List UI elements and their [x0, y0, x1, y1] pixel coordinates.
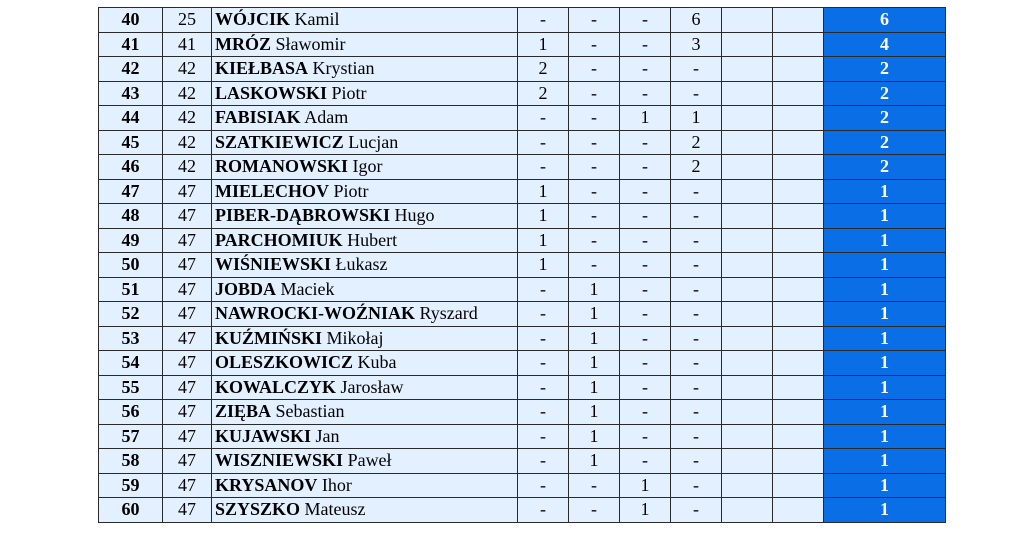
competitor-name-cell	[212, 204, 518, 229]
total-points-cell: 1	[824, 277, 946, 302]
total-points-cell: 1	[824, 179, 946, 204]
position-cell: 46	[99, 155, 163, 180]
score-cell-6	[773, 155, 824, 180]
score-cell-3: -	[620, 351, 671, 376]
position-cell: 59	[99, 473, 163, 498]
score-cell-5	[722, 326, 773, 351]
competitor-surname: ZIĘBA	[215, 401, 272, 422]
total-points-cell: 1	[824, 449, 946, 474]
competitor-surname: KUŹMIŃSKI	[215, 327, 323, 348]
score-cell-6	[773, 106, 824, 131]
table-row	[99, 351, 946, 376]
score-cell-1: -	[518, 498, 569, 523]
competitor-surname: LASKOWSKI	[215, 82, 328, 103]
competitor-name-cell	[212, 449, 518, 474]
score-cell-4: -	[671, 449, 722, 474]
score-cell-2: 1	[569, 277, 620, 302]
score-cell-1: 1	[518, 204, 569, 229]
competitor-first-name: Mikołaj	[326, 327, 384, 348]
score-cell-4: -	[671, 498, 722, 523]
competitor-surname: KIEŁBASA	[215, 58, 309, 79]
competitor-first-name: Jan	[315, 425, 340, 446]
competitor-first-name: Jarosław	[340, 376, 404, 397]
place-cell: 47	[163, 351, 212, 376]
score-cell-5	[722, 253, 773, 278]
score-cell-6	[773, 81, 824, 106]
score-cell-4: -	[671, 228, 722, 253]
score-cell-2: 1	[569, 326, 620, 351]
competitor-surname: KUJAWSKI	[215, 425, 312, 446]
score-cell-1: -	[518, 424, 569, 449]
total-points-cell: 1	[824, 253, 946, 278]
place-cell: 41	[163, 32, 212, 57]
score-cell-6	[773, 277, 824, 302]
position-cell: 57	[99, 424, 163, 449]
score-cell-6	[773, 130, 824, 155]
place-cell: 47	[163, 179, 212, 204]
competitor-first-name: Hubert	[347, 229, 398, 250]
position-cell: 56	[99, 400, 163, 425]
score-cell-3: -	[620, 8, 671, 33]
ranking-table-body	[99, 8, 946, 523]
score-cell-2: 1	[569, 375, 620, 400]
total-points-cell: 2	[824, 57, 946, 82]
score-cell-3: -	[620, 449, 671, 474]
score-cell-6	[773, 375, 824, 400]
score-cell-3: 1	[620, 498, 671, 523]
score-cell-2: -	[569, 228, 620, 253]
competitor-surname: NAWROCKI-WOŹNIAK	[215, 303, 416, 324]
score-cell-5	[722, 351, 773, 376]
competitor-name-cell	[212, 106, 518, 131]
score-cell-2: -	[569, 155, 620, 180]
score-cell-2: 1	[569, 449, 620, 474]
score-cell-6	[773, 473, 824, 498]
score-cell-5	[722, 424, 773, 449]
place-cell: 25	[163, 8, 212, 33]
score-cell-1: -	[518, 351, 569, 376]
score-cell-1: -	[518, 302, 569, 327]
score-cell-4: -	[671, 400, 722, 425]
score-cell-1: -	[518, 277, 569, 302]
score-cell-6	[773, 302, 824, 327]
score-cell-4: -	[671, 277, 722, 302]
table-row	[99, 106, 946, 131]
table-row	[99, 449, 946, 474]
competitor-surname: PIBER-DĄBROWSKI	[215, 205, 391, 226]
competitor-name-cell	[212, 130, 518, 155]
total-points-cell: 1	[824, 351, 946, 376]
competitor-first-name: Łukasz	[335, 254, 388, 275]
score-cell-2: -	[569, 473, 620, 498]
competitor-surname: WIŚNIEWSKI	[215, 254, 332, 275]
place-cell: 42	[163, 57, 212, 82]
score-cell-5	[722, 81, 773, 106]
total-points-cell: 1	[824, 424, 946, 449]
score-cell-2: -	[569, 106, 620, 131]
score-cell-6	[773, 326, 824, 351]
place-cell: 42	[163, 130, 212, 155]
score-cell-3: -	[620, 155, 671, 180]
score-cell-3: 1	[620, 473, 671, 498]
score-cell-1: -	[518, 473, 569, 498]
score-cell-1: -	[518, 326, 569, 351]
competitor-name-cell	[212, 424, 518, 449]
competitor-name-cell	[212, 8, 518, 33]
total-points-cell: 1	[824, 498, 946, 523]
score-cell-2: -	[569, 32, 620, 57]
place-cell: 47	[163, 424, 212, 449]
table-row	[99, 204, 946, 229]
competitor-name-cell	[212, 32, 518, 57]
competitor-first-name: Hugo	[394, 205, 435, 226]
table-row	[99, 400, 946, 425]
competitor-first-name: Mateusz	[304, 499, 366, 520]
score-cell-4: -	[671, 179, 722, 204]
position-cell: 58	[99, 449, 163, 474]
score-cell-4: 3	[671, 32, 722, 57]
score-cell-4: 2	[671, 155, 722, 180]
competitor-name-cell	[212, 277, 518, 302]
competitor-name-cell	[212, 57, 518, 82]
score-cell-6	[773, 424, 824, 449]
score-cell-1: -	[518, 155, 569, 180]
competitor-first-name: Lucjan	[348, 131, 399, 152]
score-cell-1: -	[518, 8, 569, 33]
total-points-cell: 2	[824, 155, 946, 180]
place-cell: 47	[163, 326, 212, 351]
competitor-first-name: Piotr	[331, 82, 367, 103]
score-cell-4: 6	[671, 8, 722, 33]
competitor-surname: WÓJCIK	[215, 9, 291, 30]
total-points-cell: 1	[824, 473, 946, 498]
total-points-cell: 2	[824, 106, 946, 131]
competitor-first-name: Ihor	[321, 474, 352, 495]
table-row	[99, 130, 946, 155]
table-row	[99, 498, 946, 523]
competitor-name-cell	[212, 351, 518, 376]
score-cell-5	[722, 473, 773, 498]
place-cell: 47	[163, 253, 212, 278]
score-cell-1: -	[518, 400, 569, 425]
competitor-surname: KOWALCZYK	[215, 376, 337, 397]
score-cell-6	[773, 498, 824, 523]
place-cell: 47	[163, 277, 212, 302]
score-cell-2: -	[569, 57, 620, 82]
position-cell: 43	[99, 81, 163, 106]
score-cell-5	[722, 8, 773, 33]
score-cell-1: -	[518, 449, 569, 474]
place-cell: 47	[163, 375, 212, 400]
score-cell-6	[773, 351, 824, 376]
table-row	[99, 32, 946, 57]
score-cell-1: 1	[518, 228, 569, 253]
competitor-surname: MRÓZ	[215, 33, 271, 54]
score-cell-2: -	[569, 204, 620, 229]
score-cell-3: -	[620, 32, 671, 57]
total-points-cell: 4	[824, 32, 946, 57]
score-cell-5	[722, 204, 773, 229]
position-cell: 41	[99, 32, 163, 57]
table-row	[99, 473, 946, 498]
total-points-cell: 1	[824, 400, 946, 425]
score-cell-1: -	[518, 106, 569, 131]
score-cell-1: 1	[518, 179, 569, 204]
competitor-name-cell	[212, 498, 518, 523]
score-cell-5	[722, 302, 773, 327]
score-cell-5	[722, 130, 773, 155]
competitor-first-name: Ryszard	[419, 303, 478, 324]
score-cell-6	[773, 400, 824, 425]
score-cell-6	[773, 179, 824, 204]
score-cell-4: -	[671, 81, 722, 106]
table-row	[99, 179, 946, 204]
score-cell-5	[722, 400, 773, 425]
competitor-name-cell	[212, 228, 518, 253]
place-cell: 42	[163, 106, 212, 131]
position-cell: 40	[99, 8, 163, 33]
competitor-first-name: Maciek	[280, 278, 335, 299]
table-row	[99, 57, 946, 82]
score-cell-3: -	[620, 326, 671, 351]
competitor-first-name: Igor	[352, 156, 383, 177]
table-row	[99, 81, 946, 106]
score-cell-1: -	[518, 130, 569, 155]
total-points-cell: 6	[824, 8, 946, 33]
score-cell-5	[722, 32, 773, 57]
position-cell: 50	[99, 253, 163, 278]
score-cell-4: -	[671, 375, 722, 400]
score-cell-5	[722, 228, 773, 253]
competitor-first-name: Sławomir	[275, 33, 346, 54]
score-cell-3: -	[620, 277, 671, 302]
table-row	[99, 253, 946, 278]
total-points-cell: 1	[824, 375, 946, 400]
score-cell-4: -	[671, 57, 722, 82]
place-cell: 47	[163, 204, 212, 229]
score-cell-4: -	[671, 473, 722, 498]
score-cell-5	[722, 179, 773, 204]
score-cell-3: -	[620, 81, 671, 106]
position-cell: 52	[99, 302, 163, 327]
score-cell-2: 1	[569, 400, 620, 425]
score-cell-3: -	[620, 228, 671, 253]
position-cell: 60	[99, 498, 163, 523]
place-cell: 47	[163, 473, 212, 498]
score-cell-4: -	[671, 204, 722, 229]
score-cell-6	[773, 228, 824, 253]
competitor-first-name: Krystian	[312, 58, 375, 79]
competitor-name-cell	[212, 400, 518, 425]
competitor-surname: WISZNIEWSKI	[215, 450, 344, 471]
total-points-cell: 2	[824, 81, 946, 106]
position-cell: 53	[99, 326, 163, 351]
score-cell-6	[773, 32, 824, 57]
score-cell-4: -	[671, 302, 722, 327]
score-cell-2: 1	[569, 302, 620, 327]
competitor-name-cell	[212, 326, 518, 351]
score-cell-4: -	[671, 351, 722, 376]
place-cell: 42	[163, 155, 212, 180]
score-cell-3: -	[620, 179, 671, 204]
competitor-name-cell	[212, 375, 518, 400]
place-cell: 47	[163, 228, 212, 253]
competitor-surname: SZYSZKO	[215, 499, 301, 520]
score-cell-2: -	[569, 8, 620, 33]
score-cell-6	[773, 8, 824, 33]
competitor-surname: ROMANOWSKI	[215, 156, 349, 177]
score-cell-6	[773, 57, 824, 82]
place-cell: 42	[163, 81, 212, 106]
score-cell-6	[773, 253, 824, 278]
table-row	[99, 155, 946, 180]
score-cell-1: 2	[518, 57, 569, 82]
competitor-name-cell	[212, 179, 518, 204]
competitor-name-cell	[212, 473, 518, 498]
score-cell-1: 1	[518, 253, 569, 278]
position-cell: 47	[99, 179, 163, 204]
score-cell-2: -	[569, 81, 620, 106]
table-row	[99, 375, 946, 400]
place-cell: 47	[163, 302, 212, 327]
competitor-surname: SZATKIEWICZ	[215, 131, 344, 152]
total-points-cell: 1	[824, 302, 946, 327]
competitor-surname: FABISIAK	[215, 107, 301, 128]
competitor-first-name: Kuba	[357, 352, 397, 373]
competitor-surname: OLESZKOWICZ	[215, 352, 354, 373]
competitor-first-name: Adam	[304, 107, 349, 128]
score-cell-6	[773, 449, 824, 474]
score-cell-5	[722, 57, 773, 82]
score-cell-2: -	[569, 498, 620, 523]
position-cell: 45	[99, 130, 163, 155]
score-cell-3: -	[620, 400, 671, 425]
competitor-first-name: Piotr	[333, 180, 369, 201]
place-cell: 47	[163, 400, 212, 425]
table-row	[99, 424, 946, 449]
score-cell-3: -	[620, 302, 671, 327]
score-cell-2: 1	[569, 351, 620, 376]
score-cell-3: -	[620, 253, 671, 278]
score-cell-2: -	[569, 179, 620, 204]
score-cell-5	[722, 498, 773, 523]
score-cell-4: 2	[671, 130, 722, 155]
total-points-cell: 1	[824, 204, 946, 229]
competitor-name-cell	[212, 155, 518, 180]
competitor-first-name: Kamil	[294, 9, 340, 30]
table-row	[99, 228, 946, 253]
competitor-first-name: Paweł	[347, 450, 392, 471]
competitor-name-cell	[212, 253, 518, 278]
score-cell-1: 1	[518, 32, 569, 57]
position-cell: 49	[99, 228, 163, 253]
position-cell: 48	[99, 204, 163, 229]
position-cell: 44	[99, 106, 163, 131]
table-row	[99, 302, 946, 327]
position-cell: 54	[99, 351, 163, 376]
competitor-surname: PARCHOMIUK	[215, 229, 343, 250]
score-cell-4: -	[671, 326, 722, 351]
score-cell-2: -	[569, 253, 620, 278]
competitor-surname: KRYSANOV	[215, 474, 318, 495]
score-cell-5	[722, 106, 773, 131]
place-cell: 47	[163, 449, 212, 474]
position-cell: 42	[99, 57, 163, 82]
table-row	[99, 326, 946, 351]
score-cell-5	[722, 155, 773, 180]
score-cell-5	[722, 449, 773, 474]
score-cell-3: -	[620, 204, 671, 229]
score-cell-3: -	[620, 424, 671, 449]
score-cell-3: -	[620, 130, 671, 155]
competitor-name-cell	[212, 81, 518, 106]
position-cell: 55	[99, 375, 163, 400]
total-points-cell: 1	[824, 228, 946, 253]
score-cell-3: -	[620, 375, 671, 400]
score-cell-1: -	[518, 375, 569, 400]
score-cell-6	[773, 204, 824, 229]
score-cell-3: -	[620, 57, 671, 82]
total-points-cell: 2	[824, 130, 946, 155]
competitor-surname: JOBDA	[215, 278, 277, 299]
competitor-name-cell	[212, 302, 518, 327]
table-row	[99, 277, 946, 302]
score-cell-5	[722, 375, 773, 400]
score-cell-3: 1	[620, 106, 671, 131]
score-cell-2: 1	[569, 424, 620, 449]
score-cell-5	[722, 277, 773, 302]
score-cell-1: 2	[518, 81, 569, 106]
competitor-surname: MIELECHOV	[215, 180, 330, 201]
score-cell-2: -	[569, 130, 620, 155]
score-cell-4: -	[671, 424, 722, 449]
place-cell: 47	[163, 498, 212, 523]
competitor-first-name: Sebastian	[275, 401, 345, 422]
ranking-table	[98, 7, 946, 523]
score-cell-4: 1	[671, 106, 722, 131]
score-cell-4: -	[671, 253, 722, 278]
table-row	[99, 8, 946, 33]
total-points-cell: 1	[824, 326, 946, 351]
position-cell: 51	[99, 277, 163, 302]
